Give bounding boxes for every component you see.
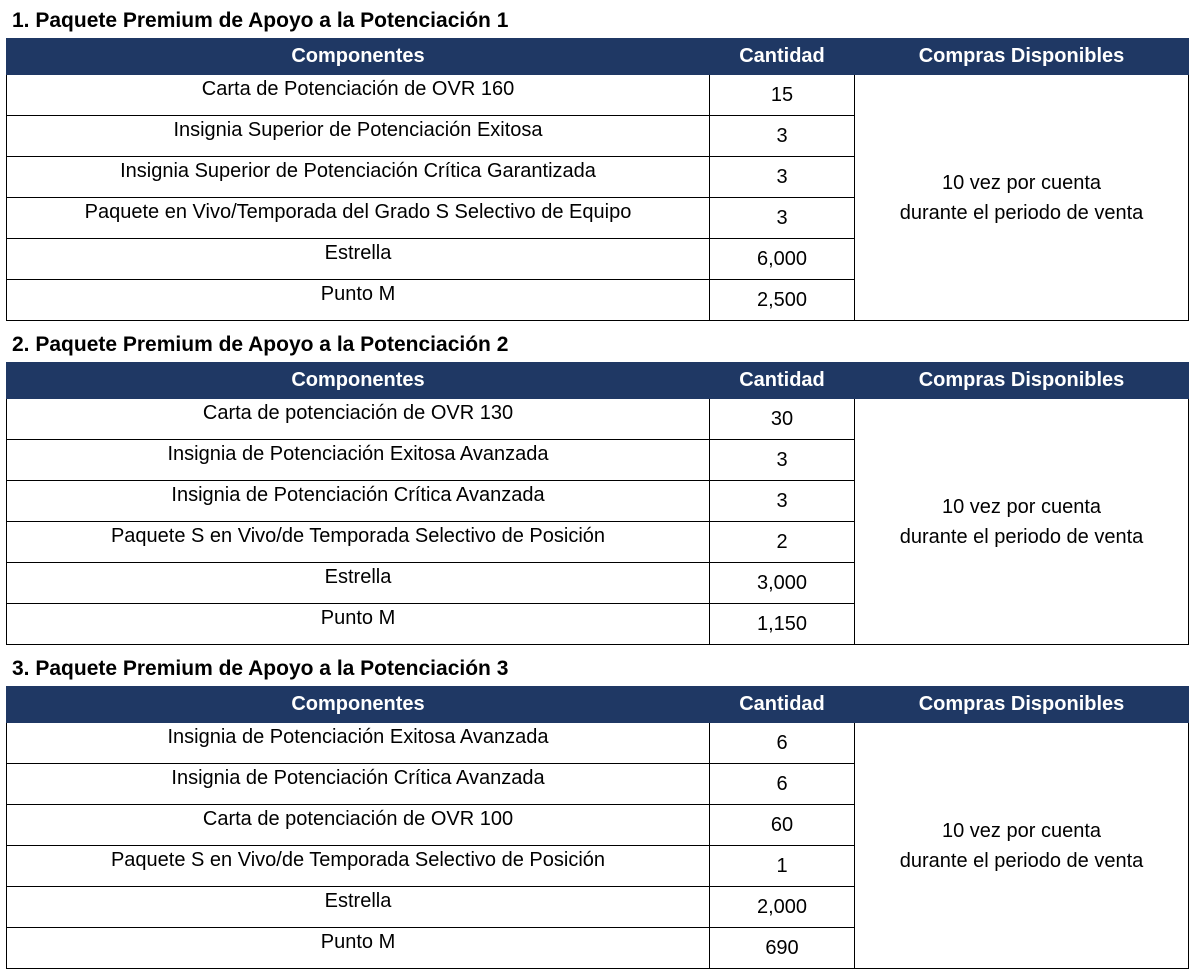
purchase-limit-line-2: durante el periodo de venta (899, 525, 1144, 548)
component-quantity: 6 (710, 723, 855, 764)
component-name: Punto M (7, 280, 710, 321)
component-name: Carta de potenciación de OVR 130 (7, 399, 710, 440)
component-quantity: 3 (710, 440, 855, 481)
column-header-quantity: Cantidad (710, 39, 855, 75)
column-header-purchases: Compras Disponibles (855, 39, 1189, 75)
component-name: Insignia de Potenciación Crítica Avanzada (7, 764, 710, 805)
package-table (6, 362, 1189, 645)
component-quantity: 2 (710, 522, 855, 563)
component-name: Paquete en Vivo/Temporada del Grado S Selectivo de Equipo (7, 198, 710, 239)
component-name: Estrella (7, 239, 710, 280)
package-table (6, 686, 1189, 969)
purchase-limit (855, 75, 1189, 321)
purchase-limit-line-1: 10 vez por cuenta (942, 819, 1101, 842)
column-header-components: Componentes (7, 363, 710, 399)
component-quantity: 6 (710, 764, 855, 805)
component-quantity: 3 (710, 198, 855, 239)
component-name: Punto M (7, 604, 710, 645)
purchase-limit-line-2: durante el periodo de venta (899, 201, 1144, 224)
component-name: Insignia Superior de Potenciación Exitosa (7, 116, 710, 157)
component-quantity: 1,150 (710, 604, 855, 645)
component-quantity: 6,000 (710, 239, 855, 280)
column-header-purchases: Compras Disponibles (855, 363, 1189, 399)
column-header-quantity: Cantidad (710, 687, 855, 723)
column-header-quantity: Cantidad (710, 363, 855, 399)
component-quantity: 3,000 (710, 563, 855, 604)
component-name: Paquete S en Vivo/de Temporada Selectivo de Posición (7, 522, 710, 563)
component-quantity: 2,500 (710, 280, 855, 321)
component-name: Carta de Potenciación de OVR 160 (7, 75, 710, 116)
column-header-components: Componentes (7, 687, 710, 723)
component-name: Insignia de Potenciación Exitosa Avanzada (7, 440, 710, 481)
table-row (7, 75, 1189, 116)
component-name: Estrella (7, 887, 710, 928)
table-header-row (7, 687, 1189, 723)
component-quantity: 3 (710, 157, 855, 198)
component-quantity: 15 (710, 75, 855, 116)
table-header-row (7, 39, 1189, 75)
package-table (6, 38, 1189, 321)
column-header-purchases: Compras Disponibles (855, 687, 1189, 723)
package-title: 1. Paquete Premium de Apoyo a la Potenciación 1 (12, 9, 509, 32)
component-quantity: 3 (710, 481, 855, 522)
component-quantity: 30 (710, 399, 855, 440)
component-name: Estrella (7, 563, 710, 604)
component-quantity: 2,000 (710, 887, 855, 928)
component-quantity: 60 (710, 805, 855, 846)
package-title: 3. Paquete Premium de Apoyo a la Potenciación 3 (12, 657, 509, 680)
component-name: Insignia de Potenciación Exitosa Avanzada (7, 723, 710, 764)
purchase-limit-line-2: durante el periodo de venta (899, 849, 1144, 872)
component-quantity: 690 (710, 928, 855, 969)
table-row (7, 399, 1189, 440)
purchase-limit (855, 723, 1189, 969)
package-title: 2. Paquete Premium de Apoyo a la Potenciación 2 (12, 333, 509, 356)
purchase-limit-line-1: 10 vez por cuenta (942, 171, 1101, 194)
purchase-limit (855, 399, 1189, 645)
component-name: Punto M (7, 928, 710, 969)
component-quantity: 1 (710, 846, 855, 887)
component-name: Insignia de Potenciación Crítica Avanzada (7, 481, 710, 522)
table-row (7, 723, 1189, 764)
component-name: Paquete S en Vivo/de Temporada Selectivo de Posición (7, 846, 710, 887)
component-quantity: 3 (710, 116, 855, 157)
purchase-limit-line-1: 10 vez por cuenta (942, 495, 1101, 518)
component-name: Carta de potenciación de OVR 100 (7, 805, 710, 846)
column-header-components: Componentes (7, 39, 710, 75)
table-header-row (7, 363, 1189, 399)
component-name: Insignia Superior de Potenciación Crítica Garantizada (7, 157, 710, 198)
